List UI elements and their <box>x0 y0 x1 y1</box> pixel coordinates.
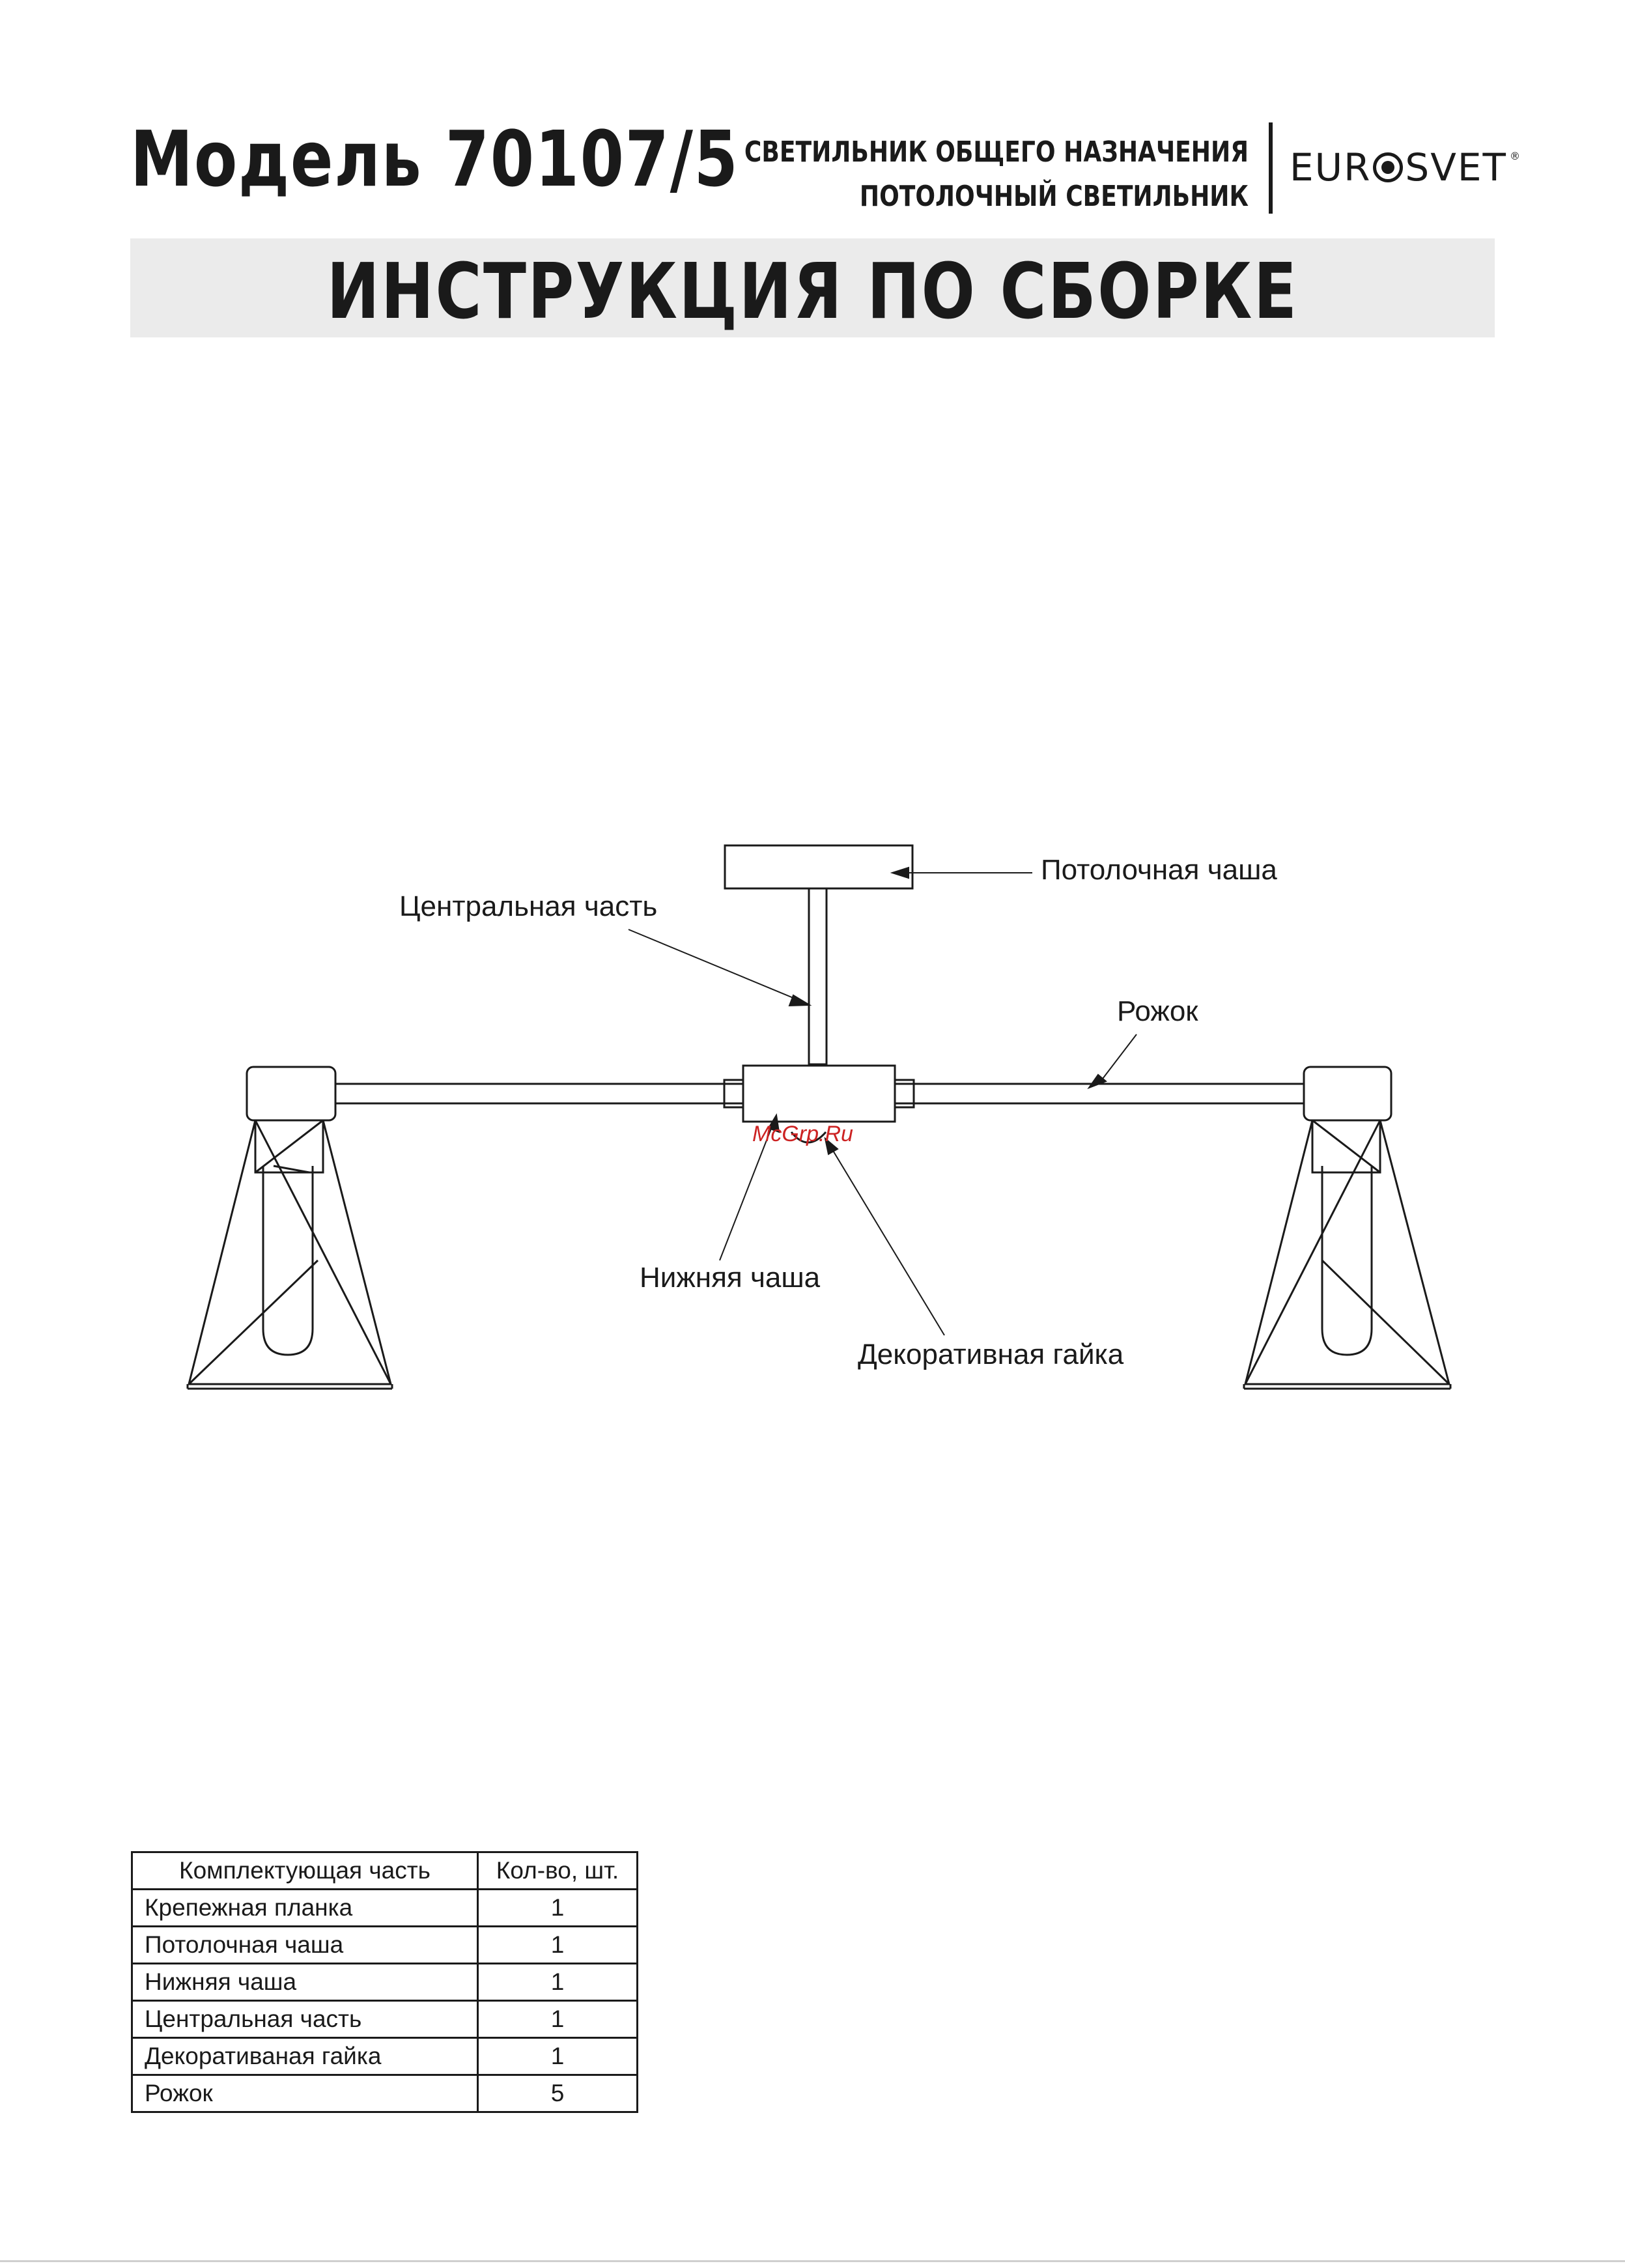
table-row <box>132 2075 638 2112</box>
table-row <box>132 1964 638 2001</box>
instruction-banner <box>130 238 1495 337</box>
table-row <box>132 1890 638 1927</box>
brand-o-icon <box>1373 152 1403 182</box>
product-type-line1: СВЕТИЛЬНИК ОБЩЕГО НАЗНАЧЕНИЯ <box>744 135 1249 169</box>
parts-table <box>131 1851 638 2113</box>
part-qty: 1 <box>478 1890 638 1927</box>
left-arm-shape <box>335 1084 743 1103</box>
header-part-name: Комплектующая часть <box>132 1852 478 1890</box>
label-central-part: Центральная часть <box>399 890 658 922</box>
part-name: Декоративаная гайка <box>132 2038 478 2075</box>
brand-logo <box>1290 145 1521 190</box>
label-ceiling-cup: Потолочная чаша <box>1041 854 1277 886</box>
brand-registered-mark: ® <box>1509 150 1521 162</box>
table-row <box>132 2038 638 2075</box>
part-name: Потолочная чаша <box>132 1927 478 1964</box>
left-lamp-shape <box>188 1067 392 1389</box>
assembly-diagram <box>0 814 1625 1466</box>
product-type-line2: ПОТОЛОЧНЫЙ СВЕТИЛЬНИК <box>859 180 1249 213</box>
label-arm: Рожок <box>1117 995 1198 1027</box>
part-name: Крепежная планка <box>132 1890 478 1927</box>
part-name: Нижняя чаша <box>132 1964 478 2001</box>
table-header-row <box>132 1852 638 1890</box>
header-quantity: Кол-во, шт. <box>478 1852 638 1890</box>
banner-title: ИНСТРУКЦИЯ ПО СБОРКЕ <box>326 246 1299 336</box>
model-title: Модель 70107/5 <box>130 114 739 204</box>
part-name: Центральная часть <box>132 2001 478 2038</box>
brand-divider <box>1269 122 1273 214</box>
part-name: Рожок <box>132 2075 478 2112</box>
part-qty: 1 <box>478 2001 638 2038</box>
part-qty: 1 <box>478 1964 638 2001</box>
product-type <box>744 130 1249 219</box>
part-qty: 1 <box>478 1927 638 1964</box>
right-lamp-shape <box>1244 1067 1450 1389</box>
table-row <box>132 2001 638 2038</box>
part-qty: 1 <box>478 2038 638 2075</box>
table-row <box>132 1927 638 1964</box>
brand-text-part2: SVET <box>1405 145 1507 190</box>
ceiling-cup-shape <box>725 845 912 888</box>
watermark: McGrp.Ru <box>752 1122 853 1146</box>
label-decorative-nut: Декоративная гайка <box>858 1339 1124 1370</box>
central-hub-shape <box>743 1066 895 1122</box>
part-qty: 5 <box>478 2075 638 2112</box>
bottom-rule <box>0 2260 1625 2262</box>
right-arm-shape <box>895 1084 1304 1103</box>
central-stem-shape <box>809 888 827 1064</box>
label-lower-cup: Нижняя чаша <box>640 1262 821 1294</box>
brand-text-part1: EUR <box>1290 145 1372 190</box>
